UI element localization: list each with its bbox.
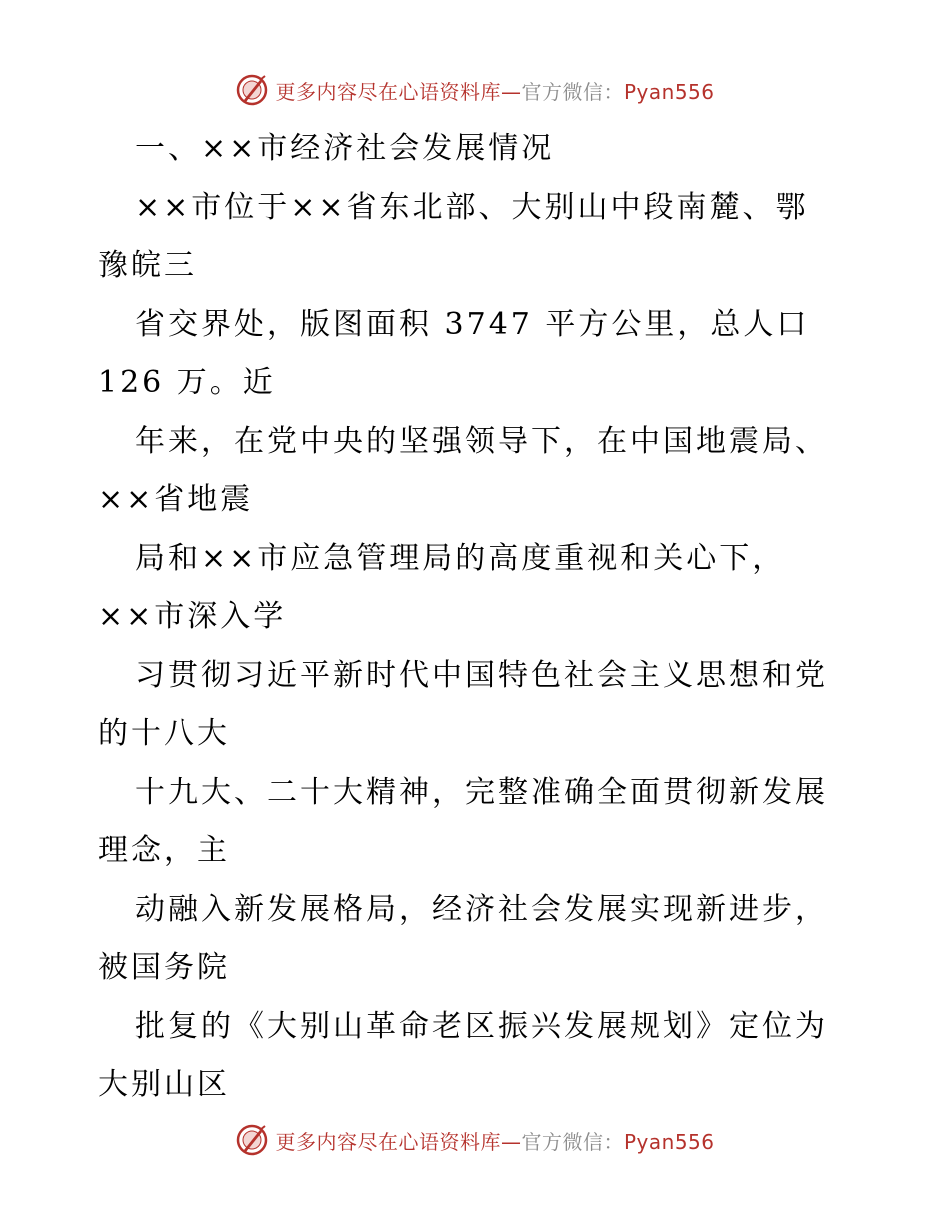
- header-banner-main: 更多内容尽在心语资料库: [275, 79, 501, 104]
- paragraph-line: 126 万。近: [98, 365, 276, 400]
- paragraph-line: 习贯彻习近平新时代中国特色社会主义思想和党: [135, 657, 828, 693]
- paragraph-line: ××市位于××省东北部、大别山中段南麓、鄂: [135, 189, 809, 225]
- footer-banner-handle: Pyan556: [623, 1129, 715, 1154]
- footer-banner-text: [275, 1126, 714, 1155]
- footer-banner-inner: [235, 1123, 714, 1157]
- paragraph-line: 的十八大: [98, 716, 230, 751]
- header-banner: [0, 70, 950, 110]
- quill-seal-icon: [235, 73, 269, 107]
- header-banner-inner: [235, 73, 714, 107]
- paragraph-line: ××市深入学: [98, 599, 287, 634]
- paragraph-line: 年来，在党中央的坚强领导下，在中国地震局、: [135, 423, 828, 459]
- section-heading: 一、××市经济社会发展情况: [135, 131, 555, 166]
- footer-banner-separator: —: [500, 1129, 522, 1154]
- header-banner-label: 官方微信：: [521, 79, 624, 104]
- paragraph-line: ××省地震: [98, 482, 254, 517]
- paragraph-line: 省交界处，版图面积 3747 平方公里，总人口: [135, 306, 810, 342]
- footer-banner-main: 更多内容尽在心语资料库: [275, 1129, 501, 1154]
- paragraph-line: 被国务院: [98, 950, 230, 985]
- document-body: [98, 120, 858, 1115]
- footer-banner-label: 官方微信：: [521, 1129, 624, 1154]
- paragraph-line: 大别山区: [98, 1067, 230, 1102]
- header-banner-text: [275, 76, 714, 105]
- paragraph-line: 十九大、二十大精神，完整准确全面贯彻新发展: [135, 774, 828, 810]
- paragraph-line: 豫皖三: [98, 248, 197, 283]
- paragraph-line: 动融入新发展格局，经济社会发展实现新进步，: [135, 891, 828, 927]
- header-banner-separator: —: [500, 79, 522, 104]
- paragraph-line: 局和××市应急管理局的高度重视和关心下，: [135, 540, 786, 576]
- quill-seal-icon: [235, 1123, 269, 1157]
- header-banner-handle: Pyan556: [623, 79, 715, 104]
- footer-banner: [0, 1120, 950, 1160]
- paragraph-line: 理念，主: [98, 833, 230, 868]
- paragraph-line: 批复的《大别山革命老区振兴发展规划》定位为: [135, 1008, 828, 1044]
